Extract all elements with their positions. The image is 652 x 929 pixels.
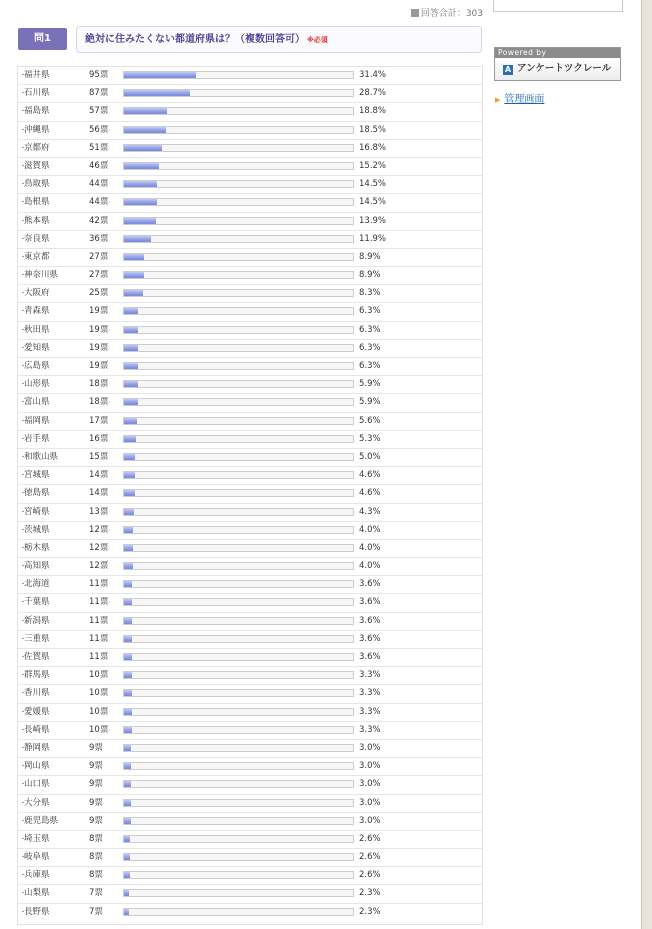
prefecture-name: ・ 山口県 — [20, 776, 90, 793]
prefecture-name: ・ 富山県 — [20, 394, 90, 411]
vote-count: 44票 — [89, 197, 109, 208]
vote-count: 17票 — [89, 415, 109, 426]
vote-count: 12票 — [89, 561, 109, 572]
service-logo[interactable] — [495, 58, 620, 80]
percentage-bar-fill — [124, 636, 132, 642]
percentage-bar-fill — [124, 545, 133, 551]
percentage-bar-fill — [124, 254, 144, 260]
prefecture-name: ・ 大阪府 — [20, 285, 90, 302]
prefecture-name: ・ 宮城県 — [20, 467, 90, 484]
percentage-value: 28.7% — [359, 88, 387, 99]
prefecture-name: ・ 島根県 — [20, 194, 90, 211]
prefecture-name: ・ 静岡県 — [20, 740, 90, 757]
prefecture-name: ・ 北海道 — [20, 576, 90, 593]
percentage-bar-fill — [124, 709, 132, 715]
vote-count: 13票 — [89, 506, 109, 517]
percentage-bar — [123, 835, 354, 843]
percentage-bar — [123, 89, 354, 97]
percentage-bar — [123, 162, 354, 170]
percentage-bar-fill — [124, 163, 159, 169]
result-row — [18, 867, 482, 885]
percentage-bar-fill — [124, 218, 156, 224]
prefecture-name: ・ 秋田県 — [20, 322, 90, 339]
percentage-bar — [123, 544, 354, 552]
percentage-value: 16.8% — [359, 142, 387, 153]
vote-count: 87票 — [89, 88, 109, 99]
percentage-bar — [123, 817, 354, 825]
result-row — [18, 576, 482, 594]
percentage-value: 3.0% — [359, 815, 381, 826]
prefecture-name: ・ 高知県 — [20, 558, 90, 575]
percentage-bar — [123, 180, 354, 188]
percentage-bar — [123, 307, 354, 315]
percentage-value: 15.2% — [359, 160, 387, 171]
result-row — [18, 885, 482, 903]
prefecture-name: ・ 沖縄県 — [20, 122, 90, 139]
percentage-value: 2.3% — [359, 888, 381, 899]
percentage-bar-fill — [124, 836, 130, 842]
result-row — [18, 776, 482, 794]
result-row — [18, 85, 482, 103]
percentage-value: 3.3% — [359, 706, 381, 717]
percentage-bar-fill — [124, 327, 138, 333]
triangle-bullet-icon: ▶ — [495, 96, 501, 104]
vote-count: 10票 — [89, 670, 109, 681]
result-row — [18, 649, 482, 667]
percentage-bar — [123, 344, 354, 352]
vote-count: 9票 — [89, 815, 103, 826]
vote-count: 11票 — [89, 615, 109, 626]
result-row — [18, 213, 482, 231]
question-title — [76, 26, 482, 53]
percentage-bar-fill — [124, 108, 167, 114]
vote-count: 7票 — [89, 888, 103, 899]
prefecture-name: ・ 岩手県 — [20, 431, 90, 448]
percentage-value: 5.0% — [359, 451, 381, 462]
percentage-bar-fill — [124, 818, 131, 824]
percentage-bar — [123, 271, 354, 279]
percentage-value: 8.9% — [359, 251, 381, 262]
vote-count: 15票 — [89, 451, 109, 462]
percentage-bar-fill — [124, 418, 137, 424]
result-row — [18, 722, 482, 740]
result-row — [18, 467, 482, 485]
result-row — [18, 194, 482, 212]
percentage-value: 3.0% — [359, 797, 381, 808]
percentage-bar-fill — [124, 527, 133, 533]
percentage-value: 6.3% — [359, 342, 381, 353]
prefecture-name: ・ 岐阜県 — [20, 849, 90, 866]
percentage-bar-fill — [124, 509, 134, 515]
question-text: 絶対に住みたくない都道府県は？（複数回答可） — [85, 34, 305, 45]
prefecture-name: ・ 和歌山県 — [20, 449, 90, 466]
powered-by-caption: Powered by — [495, 48, 620, 58]
percentage-bar — [123, 71, 354, 79]
percentage-bar — [123, 689, 354, 697]
vote-count: 16票 — [89, 433, 109, 444]
percentage-bar-fill — [124, 854, 130, 860]
result-row — [18, 267, 482, 285]
percentage-bar — [123, 908, 354, 916]
percentage-bar-fill — [124, 127, 166, 133]
vote-count: 11票 — [89, 633, 109, 644]
percentage-value: 6.3% — [359, 306, 381, 317]
vote-count: 8票 — [89, 833, 103, 844]
prefecture-name: ・ 福島県 — [20, 103, 90, 120]
vote-count: 9票 — [89, 761, 103, 772]
result-row — [18, 831, 482, 849]
result-row — [18, 67, 482, 85]
result-row — [18, 340, 482, 358]
prefecture-name: ・ 兵庫県 — [20, 867, 90, 884]
result-row — [18, 285, 482, 303]
result-row — [18, 249, 482, 267]
response-total-label: 回答合計：303 — [420, 9, 483, 19]
result-row — [18, 103, 482, 121]
vote-count: 42票 — [89, 215, 109, 226]
percentage-value: 13.9% — [359, 215, 387, 226]
percentage-bar — [123, 780, 354, 788]
result-row — [18, 431, 482, 449]
percentage-bar-fill — [124, 872, 130, 878]
percentage-bar-fill — [124, 781, 131, 787]
percentage-bar — [123, 653, 354, 661]
percentage-bar — [123, 889, 354, 897]
percentage-bar-fill — [124, 672, 132, 678]
percentage-bar-fill — [124, 181, 157, 187]
vote-count: 51票 — [89, 142, 109, 153]
percentage-value: 3.0% — [359, 742, 381, 753]
result-row — [18, 813, 482, 831]
percentage-value: 3.3% — [359, 670, 381, 681]
percentage-value: 6.3% — [359, 361, 381, 371]
prefecture-name: ・ 山形県 — [20, 376, 90, 393]
percentage-bar — [123, 362, 354, 370]
percentage-bar — [123, 708, 354, 716]
prefecture-name: ・ 愛知県 — [20, 340, 90, 357]
vote-count: 14票 — [89, 470, 109, 481]
vote-count: 12票 — [89, 524, 109, 535]
percentage-value: 3.0% — [359, 761, 381, 772]
sidebar-top-box — [493, 0, 623, 12]
percentage-value: 3.6% — [359, 652, 381, 662]
percentage-bar-fill — [124, 763, 131, 769]
vote-count: 27票 — [89, 251, 109, 262]
required-mark: ※必須 — [307, 36, 328, 44]
prefecture-name: ・ 香川県 — [20, 685, 90, 702]
percentage-bar — [123, 617, 354, 625]
percentage-bar — [123, 562, 354, 570]
admin-link-item — [495, 90, 544, 105]
percentage-value: 2.6% — [359, 852, 381, 863]
percentage-value: 5.6% — [359, 415, 381, 426]
percentage-bar — [123, 380, 354, 388]
vote-count: 11票 — [89, 652, 109, 662]
vote-count: 9票 — [89, 779, 103, 790]
percentage-bar-fill — [124, 290, 143, 296]
admin-link[interactable]: 管理画面 — [504, 94, 545, 105]
result-row — [18, 667, 482, 685]
prefecture-name: ・ 佐賀県 — [20, 649, 90, 666]
percentage-value: 3.6% — [359, 579, 381, 590]
percentage-bar — [123, 217, 354, 225]
response-total — [380, 6, 483, 20]
percentage-value: 3.0% — [359, 779, 381, 790]
prefecture-name: ・ 徳島県 — [20, 485, 90, 502]
percentage-bar-fill — [124, 436, 136, 442]
percentage-value: 14.5% — [359, 179, 387, 190]
result-row — [18, 849, 482, 867]
result-row — [18, 231, 482, 249]
percentage-bar — [123, 671, 354, 679]
vote-count: 95票 — [89, 70, 109, 80]
result-row — [18, 485, 482, 503]
result-row — [18, 449, 482, 467]
logo-text: アンケートツクレール — [517, 63, 612, 74]
percentage-bar — [123, 526, 354, 534]
percentage-bar-fill — [124, 363, 138, 369]
percentage-bar — [123, 762, 354, 770]
prefecture-name: ・ 石川県 — [20, 85, 90, 102]
result-row — [18, 140, 482, 158]
percentage-value: 4.3% — [359, 506, 381, 517]
percentage-value: 4.0% — [359, 524, 381, 535]
prefecture-name: ・ 青森県 — [20, 303, 90, 320]
vote-count: 7票 — [89, 906, 103, 917]
result-row — [18, 413, 482, 431]
percentage-bar-fill — [124, 890, 129, 896]
vote-count: 56票 — [89, 124, 109, 135]
vote-count: 19票 — [89, 306, 109, 317]
result-row — [18, 704, 482, 722]
vote-count: 57票 — [89, 106, 109, 117]
result-row — [18, 303, 482, 321]
question-number-badge: 問1 — [18, 28, 67, 50]
percentage-bar — [123, 417, 354, 425]
result-row — [18, 631, 482, 649]
percentage-value: 14.5% — [359, 197, 387, 208]
percentage-value: 2.6% — [359, 833, 381, 844]
percentage-value: 5.3% — [359, 433, 381, 444]
percentage-bar-fill — [124, 72, 196, 78]
total-square-icon — [411, 9, 419, 17]
percentage-bar-fill — [124, 272, 144, 278]
result-row — [18, 540, 482, 558]
result-row — [18, 504, 482, 522]
percentage-bar-fill — [124, 654, 132, 660]
prefecture-name: ・ 福井県 — [20, 67, 90, 84]
vote-count: 18票 — [89, 379, 109, 390]
percentage-bar-fill — [124, 563, 133, 569]
prefecture-name: ・ 神奈川県 — [20, 267, 90, 284]
percentage-value: 5.9% — [359, 397, 381, 408]
result-row — [18, 158, 482, 176]
prefecture-name: ・ 滋賀県 — [20, 158, 90, 175]
percentage-bar — [123, 598, 354, 606]
vote-count: 9票 — [89, 797, 103, 808]
percentage-bar-fill — [124, 800, 131, 806]
prefecture-name: ・ 奈良県 — [20, 231, 90, 248]
percentage-value: 31.4% — [359, 70, 387, 80]
prefecture-name: ・ 大分県 — [20, 795, 90, 812]
percentage-value: 18.8% — [359, 106, 387, 117]
prefecture-name: ・ 京都府 — [20, 140, 90, 157]
percentage-bar — [123, 326, 354, 334]
percentage-bar-fill — [124, 345, 138, 351]
percentage-value: 3.6% — [359, 633, 381, 644]
vote-count: 8票 — [89, 852, 103, 863]
percentage-bar — [123, 126, 354, 134]
percentage-value: 6.3% — [359, 324, 381, 335]
result-row — [18, 376, 482, 394]
percentage-bar-fill — [124, 727, 132, 733]
prefecture-name: ・ 熊本県 — [20, 213, 90, 230]
result-row — [18, 358, 482, 376]
result-row — [18, 594, 482, 612]
percentage-bar — [123, 289, 354, 297]
prefecture-name: ・ 岡山県 — [20, 758, 90, 775]
vote-count: 12票 — [89, 542, 109, 553]
percentage-bar-fill — [124, 909, 129, 915]
result-row — [18, 740, 482, 758]
percentage-value: 4.0% — [359, 542, 381, 553]
vote-count: 46票 — [89, 160, 109, 171]
percentage-bar-fill — [124, 381, 138, 387]
prefecture-name: ・ 群馬県 — [20, 667, 90, 684]
percentage-value: 11.9% — [359, 233, 387, 244]
prefecture-name: ・ 宮崎県 — [20, 504, 90, 521]
percentage-bar — [123, 635, 354, 643]
prefecture-name: ・ 茨城県 — [20, 522, 90, 539]
percentage-bar-fill — [124, 90, 190, 96]
result-row — [18, 758, 482, 776]
vote-count: 9票 — [89, 742, 103, 753]
percentage-bar-fill — [124, 490, 135, 496]
percentage-bar-fill — [124, 618, 132, 624]
percentage-bar — [123, 453, 354, 461]
result-row — [18, 176, 482, 194]
percentage-bar-fill — [124, 690, 132, 696]
percentage-bar — [123, 198, 354, 206]
vote-count: 8票 — [89, 870, 103, 881]
vote-count: 10票 — [89, 688, 109, 699]
percentage-bar — [123, 508, 354, 516]
vote-count: 25票 — [89, 288, 109, 299]
vote-count: 44票 — [89, 179, 109, 190]
percentage-value: 3.3% — [359, 724, 381, 735]
powered-by-banner[interactable] — [494, 47, 621, 81]
percentage-value: 2.6% — [359, 870, 381, 881]
percentage-bar — [123, 235, 354, 243]
percentage-value: 5.9% — [359, 379, 381, 390]
percentage-bar-fill — [124, 745, 131, 751]
percentage-bar — [123, 853, 354, 861]
percentage-bar-fill — [124, 472, 135, 478]
vote-count: 19票 — [89, 361, 109, 371]
percentage-value: 2.3% — [359, 906, 381, 917]
percentage-bar-fill — [124, 308, 138, 314]
vote-count: 18票 — [89, 397, 109, 408]
percentage-bar-fill — [124, 599, 132, 605]
percentage-value: 8.3% — [359, 288, 381, 299]
percentage-value: 4.0% — [359, 561, 381, 572]
percentage-bar — [123, 398, 354, 406]
percentage-bar — [123, 726, 354, 734]
prefecture-name: ・ 千葉県 — [20, 594, 90, 611]
vote-count: 19票 — [89, 342, 109, 353]
vote-count: 11票 — [89, 579, 109, 590]
result-row — [18, 122, 482, 140]
prefecture-name: ・ 長野県 — [20, 904, 90, 921]
percentage-bar-fill — [124, 145, 162, 151]
percentage-bar-fill — [124, 399, 138, 405]
percentage-bar — [123, 471, 354, 479]
result-row — [18, 522, 482, 540]
result-row — [18, 685, 482, 703]
vote-count: 36票 — [89, 233, 109, 244]
result-row — [18, 558, 482, 576]
percentage-bar-fill — [124, 199, 157, 205]
result-row — [18, 322, 482, 340]
prefecture-name: ・ 東京都 — [20, 249, 90, 266]
vote-count: 10票 — [89, 706, 109, 717]
percentage-value: 3.3% — [359, 688, 381, 699]
vote-count: 11票 — [89, 597, 109, 608]
percentage-bar-fill — [124, 454, 135, 460]
prefecture-name: ・ 鹿児島県 — [20, 813, 90, 830]
prefecture-name: ・ 愛媛県 — [20, 704, 90, 721]
prefecture-name: ・ 新潟県 — [20, 613, 90, 630]
result-row — [18, 613, 482, 631]
percentage-bar — [123, 799, 354, 807]
results-table — [17, 66, 483, 925]
percentage-value: 4.6% — [359, 470, 381, 481]
percentage-bar — [123, 107, 354, 115]
percentage-value: 4.6% — [359, 488, 381, 499]
percentage-value: 18.5% — [359, 124, 387, 135]
prefecture-name: ・ 広島県 — [20, 358, 90, 375]
prefecture-name: ・ 三重県 — [20, 631, 90, 648]
prefecture-name: ・ 山梨県 — [20, 885, 90, 902]
percentage-value: 3.6% — [359, 615, 381, 626]
percentage-bar-fill — [124, 581, 132, 587]
percentage-bar-fill — [124, 236, 151, 242]
logo-mark-icon: A — [504, 65, 512, 74]
percentage-bar — [123, 580, 354, 588]
percentage-bar — [123, 744, 354, 752]
percentage-bar — [123, 435, 354, 443]
percentage-bar — [123, 144, 354, 152]
percentage-bar — [123, 489, 354, 497]
prefecture-name: ・ 栃木県 — [20, 540, 90, 557]
result-row — [18, 795, 482, 813]
vote-count: 14票 — [89, 488, 109, 499]
result-row — [18, 904, 482, 922]
prefecture-name: ・ 埼玉県 — [20, 831, 90, 848]
vote-count: 27票 — [89, 270, 109, 281]
percentage-bar — [123, 871, 354, 879]
percentage-bar — [123, 253, 354, 261]
percentage-value: 8.9% — [359, 270, 381, 281]
vote-count: 10票 — [89, 724, 109, 735]
prefecture-name: ・ 長崎県 — [20, 722, 90, 739]
result-row — [18, 394, 482, 412]
vote-count: 19票 — [89, 324, 109, 335]
percentage-value: 3.6% — [359, 597, 381, 608]
prefecture-name: ・ 鳥取県 — [20, 176, 90, 193]
prefecture-name: ・ 福岡県 — [20, 413, 90, 430]
